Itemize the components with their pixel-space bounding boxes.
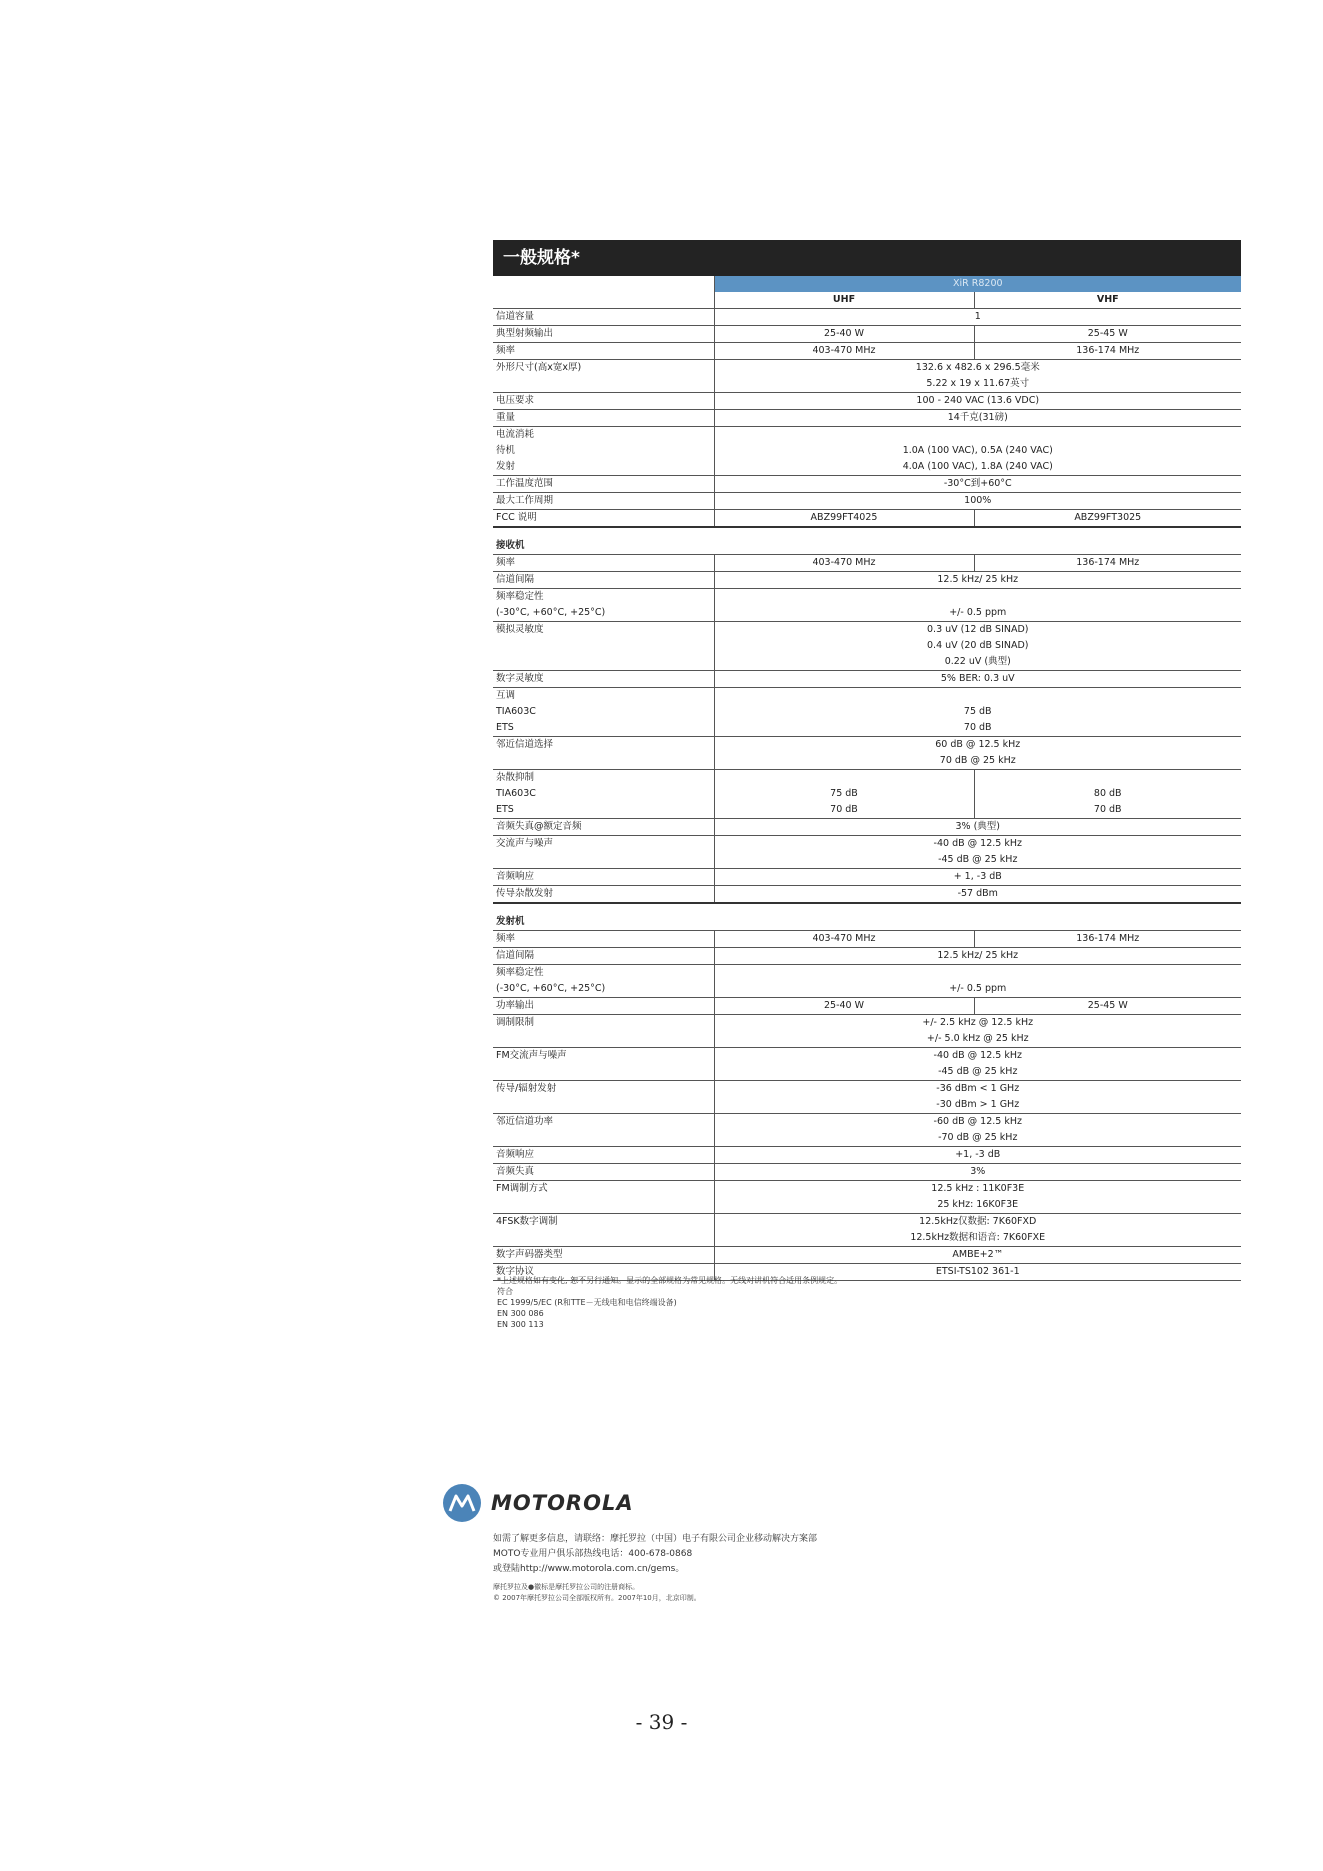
spec-value-line: 12.5 kHz : 11K0F3E: [931, 1183, 1025, 1194]
spec-value-line: 25 kHz: 16K0F3E: [937, 1199, 1019, 1210]
spec-value-text: 100 - 240 VAC (13.6 VDC): [916, 395, 1040, 406]
spec-row: [493, 965, 1241, 998]
spec-row: [493, 360, 1241, 393]
spec-row: [493, 309, 1241, 326]
spec-label: [493, 1048, 714, 1081]
spec-row: [493, 886, 1241, 904]
spec-label-text: 传导杂散发射: [496, 888, 554, 899]
spec-label-text: 数字声码器类型: [496, 1249, 563, 1260]
band-spacer: [493, 292, 714, 309]
spec-label: [493, 622, 714, 671]
spec-row: [493, 476, 1241, 493]
spec-value-uhf: ABZ99FT4025: [714, 510, 974, 528]
spec-label: [493, 671, 714, 688]
spec-value-line: -40 dB @ 12.5 kHz: [933, 838, 1022, 849]
spec-value-text: 5% BER: 0.3 uV: [940, 673, 1015, 684]
section-header-row: [493, 903, 1241, 931]
spec-value: [714, 948, 1241, 965]
spec-value-text: -57 dBm: [957, 888, 998, 899]
section-title: 接收机: [493, 527, 1241, 555]
spec-value-line: 1.0A (100 VAC), 0.5A (240 VAC): [902, 445, 1053, 456]
spec-label-line: (-30°C, +60°C, +25°C): [496, 983, 606, 994]
footnote-line: 符合: [497, 1287, 513, 1296]
spec-value: [714, 819, 1241, 836]
spec-value-line: 12.5kHz仅数据: 7K60FXD: [919, 1216, 1037, 1227]
spec-label-text: 调制限制: [496, 1017, 535, 1028]
spec-label: [493, 869, 714, 886]
spec-label: [493, 770, 714, 819]
spec-value: [714, 1164, 1241, 1181]
spec-row: [493, 1214, 1241, 1247]
spec-value: [714, 1247, 1241, 1264]
spec-label-text: 邻近信道功率: [496, 1116, 554, 1127]
spec-value: [714, 836, 1241, 869]
spec-row: [493, 998, 1241, 1015]
spec-label: [493, 931, 714, 948]
spec-row: [493, 622, 1241, 671]
spec-value: [714, 360, 1241, 393]
spec-value: [714, 1214, 1241, 1247]
spec-label: [493, 1164, 714, 1181]
band-uhf: UHF: [714, 292, 974, 309]
spec-label: [493, 737, 714, 770]
spec-row: [493, 671, 1241, 688]
spec-label: [493, 1147, 714, 1164]
spec-label: [493, 836, 714, 869]
spec-value-vhf: [974, 770, 1241, 819]
spec-label: [493, 427, 714, 476]
spec-label: [493, 326, 714, 343]
spec-label-text: FM调制方式: [496, 1183, 548, 1194]
spec-value-line: -45 dB @ 25 kHz: [938, 1066, 1018, 1077]
spec-value-line: [718, 427, 1239, 443]
spec-value-line: [718, 770, 971, 786]
spec-label-text: 交流声与噪声: [496, 838, 554, 849]
spec-row: [493, 493, 1241, 510]
spec-row: [493, 948, 1241, 965]
model-spacer: [493, 276, 714, 292]
spec-value: [714, 493, 1241, 510]
spec-label: [493, 410, 714, 427]
spec-label: [493, 493, 714, 510]
spec-label-line: 电流消耗: [496, 429, 535, 440]
spec-value: [714, 737, 1241, 770]
spec-label-text: 信道间隔: [496, 574, 535, 585]
spec-value-line: 75 dB: [830, 788, 858, 799]
motorola-logo: [443, 1484, 634, 1522]
spec-value: [714, 886, 1241, 904]
spec-value: [714, 309, 1241, 326]
contact-line: MOTO专业用户俱乐部热线电话：400-678-0868: [493, 1549, 693, 1559]
spec-value-line: 0.22 uV (典型): [944, 656, 1011, 667]
spec-row: [493, 688, 1241, 737]
spec-value-line: +/- 0.5 ppm: [949, 983, 1007, 994]
spec-value-text: 12.5 kHz/ 25 kHz: [937, 950, 1019, 961]
spec-value-text: AMBE+2™: [952, 1249, 1004, 1260]
spec-label: [493, 1015, 714, 1048]
spec-value: [714, 688, 1241, 737]
spec-value-line: 70 dB @ 25 kHz: [939, 755, 1016, 766]
spec-value-line: 70 dB: [963, 722, 992, 733]
spec-value: [714, 965, 1241, 998]
spec-table: [493, 276, 1241, 1281]
spec-value-line: +/- 5.0 kHz @ 25 kHz: [926, 1033, 1029, 1044]
spec-value-text: + 1, -3 dB: [953, 871, 1002, 882]
spec-value-line: 70 dB: [1093, 804, 1122, 815]
spec-label-text: 电压要求: [496, 395, 535, 406]
brand-name: MOTOROLA: [491, 1491, 634, 1515]
band-header-row: [493, 292, 1241, 309]
spec-value: [714, 1081, 1241, 1114]
footnote-line: EN 300 086: [497, 1309, 544, 1318]
spec-label: [493, 948, 714, 965]
page-number: - 39 -: [635, 1710, 688, 1734]
spec-row: [493, 410, 1241, 427]
spec-label-text: 频率: [496, 557, 516, 568]
spec-row: [493, 555, 1241, 572]
spec-value-line: [978, 770, 1239, 786]
spec-value-line: [718, 965, 1239, 981]
spec-label-text: 频率: [496, 933, 516, 944]
spec-value-vhf: ABZ99FT3025: [974, 510, 1241, 528]
spec-label: [493, 1247, 714, 1264]
spec-value: [714, 476, 1241, 493]
spec-label-text: 4FSK数字调制: [496, 1216, 558, 1227]
footnote-line: EC 1999/5/EC (R和TTE－无线电和电信终端设备): [497, 1298, 677, 1307]
spec-row: [493, 869, 1241, 886]
spec-label-text: 数字协议: [496, 1266, 535, 1277]
spec-label: [493, 393, 714, 410]
spec-value-line: -36 dBm < 1 GHz: [936, 1083, 1020, 1094]
spec-label-text: 典型射频输出: [496, 328, 554, 339]
spec-value: [714, 671, 1241, 688]
spec-value-line: -45 dB @ 25 kHz: [938, 854, 1018, 865]
spec-label-line: 发射: [496, 461, 516, 472]
spec-label: [493, 1181, 714, 1214]
spec-label: [493, 819, 714, 836]
spec-label: [493, 1114, 714, 1147]
motorola-batwing-icon: [443, 1484, 481, 1522]
spec-row: [493, 1048, 1241, 1081]
spec-label-line: 频率稳定性: [496, 591, 544, 602]
spec-label: [493, 589, 714, 622]
spec-value-text: 3% (典型): [955, 821, 1001, 832]
spec-row: [493, 1181, 1241, 1214]
spec-row: [493, 326, 1241, 343]
spec-label: [493, 688, 714, 737]
spec-row: [493, 1015, 1241, 1048]
spec-value: [714, 572, 1241, 589]
spec-value-line: -60 dB @ 12.5 kHz: [933, 1116, 1022, 1127]
spec-label: [493, 555, 714, 572]
spec-value-line: -30 dBm > 1 GHz: [936, 1099, 1020, 1110]
spec-label-text: 信道容量: [496, 311, 535, 322]
spec-label: [493, 476, 714, 493]
spec-label-text: 最大工作周期: [496, 495, 554, 506]
spec-value-line: [718, 688, 1239, 704]
spec-value-vhf: 25-45 W: [974, 998, 1241, 1015]
spec-row: [493, 836, 1241, 869]
model-name: XiR R8200: [714, 276, 1241, 292]
spec-label-text: 模拟灵敏度: [496, 624, 544, 635]
spec-row: [493, 931, 1241, 948]
spec-value: [714, 1015, 1241, 1048]
spec-label-text: 信道间隔: [496, 950, 535, 961]
spec-label: [493, 343, 714, 360]
spec-label-line: TIA603C: [496, 788, 536, 799]
spec-row: [493, 343, 1241, 360]
spec-row: [493, 1147, 1241, 1164]
spec-table-body: [493, 276, 1241, 1281]
spec-value: [714, 589, 1241, 622]
spec-label-text: 功率输出: [496, 1000, 535, 1011]
spec-row: [493, 572, 1241, 589]
spec-label-text: 频率: [496, 345, 516, 356]
spec-value-uhf: 403-470 MHz: [714, 343, 974, 360]
spec-value: [714, 1114, 1241, 1147]
spec-label: [493, 886, 714, 904]
spec-row: [493, 819, 1241, 836]
footnote-line: *上述规格如有变化, 恕不另行通知。显示的全部规格为常见规格。无线对讲机符合适用条例规定。: [497, 1276, 843, 1285]
spec-value-uhf: 403-470 MHz: [714, 931, 974, 948]
spec-value-text: 3%: [970, 1166, 986, 1177]
spec-row: [493, 1114, 1241, 1147]
spec-value-line: 12.5kHz数据和语音: 7K60FXE: [910, 1232, 1046, 1243]
spec-label-text: 音频失真@额定音频: [496, 821, 582, 832]
spec-value-line: 80 dB: [1093, 788, 1122, 799]
spec-value: [714, 869, 1241, 886]
spec-value: [714, 1048, 1241, 1081]
spec-label: [493, 1081, 714, 1114]
spec-row: [493, 1081, 1241, 1114]
spec-label-line: (-30°C, +60°C, +25°C): [496, 607, 606, 618]
spec-label-text: 音频失真: [496, 1166, 535, 1177]
spec-value: [714, 1147, 1241, 1164]
spec-value: [714, 393, 1241, 410]
spec-value-vhf: 136-174 MHz: [974, 343, 1241, 360]
spec-label-text: 传导/辐射发射: [496, 1083, 557, 1094]
spec-value: [714, 622, 1241, 671]
legal-line: 摩托罗拉及●徽标是摩托罗拉公司的注册商标。: [493, 1583, 640, 1591]
spec-label: [493, 965, 714, 998]
contact-line: 或登陆http://www.motorola.com.cn/gems。: [493, 1564, 685, 1574]
spec-value-line: [718, 589, 1239, 605]
spec-value-line: 4.0A (100 VAC), 1.8A (240 VAC): [902, 461, 1053, 472]
spec-row: [493, 737, 1241, 770]
spec-row: [493, 1247, 1241, 1264]
spec-row: [493, 427, 1241, 476]
spec-label-text: FM交流声与噪声: [496, 1050, 567, 1061]
spec-value-line: 70 dB: [830, 804, 858, 815]
spec-label-line: 待机: [496, 445, 516, 456]
spec-label-text: 音频响应: [496, 871, 535, 882]
spec-value: [714, 410, 1241, 427]
spec-value-text: 12.5 kHz/ 25 kHz: [937, 574, 1019, 585]
spec-value-text: -30°C到+60°C: [943, 478, 1012, 489]
footnotes: [497, 1275, 842, 1330]
spec-row: [493, 393, 1241, 410]
spec-value: [714, 1181, 1241, 1214]
footnote-line: EN 300 113: [497, 1320, 544, 1329]
spec-value-uhf: 403-470 MHz: [714, 555, 974, 572]
spec-value-line: +/- 2.5 kHz @ 12.5 kHz: [922, 1017, 1034, 1028]
section-header-row: [493, 527, 1241, 555]
spec-value-text: ETSI-TS102 361-1: [935, 1266, 1020, 1277]
spec-value-uhf: [714, 770, 974, 819]
spec-value-vhf: 136-174 MHz: [974, 555, 1241, 572]
spec-value-line: 0.3 uV (12 dB SINAD): [927, 624, 1029, 635]
spec-label-text: 外形尺寸(高x宽x厚): [496, 362, 582, 373]
model-row: [493, 276, 1241, 292]
contact-info: [493, 1532, 817, 1577]
legal-notice: [493, 1582, 701, 1604]
spec-value-line: +/- 0.5 ppm: [949, 607, 1007, 618]
spec-label-line: ETS: [496, 722, 514, 733]
spec-label: [493, 572, 714, 589]
spec-label-line: TIA603C: [496, 706, 536, 717]
spec-row: [493, 510, 1241, 528]
spec-value-line: -70 dB @ 25 kHz: [938, 1132, 1018, 1143]
spec-label-line: 杂散抑制: [496, 772, 535, 783]
spec-value-uhf: 25-40 W: [714, 998, 974, 1015]
spec-header: 一般规格*: [493, 240, 1241, 276]
spec-label-line: 互调: [496, 690, 516, 701]
spec-value-line: 60 dB @ 12.5 kHz: [935, 739, 1021, 750]
contact-line: 如需了解更多信息，请联络：摩托罗拉（中国）电子有限公司企业移动解决方案部: [493, 1534, 818, 1544]
spec-value-vhf: 136-174 MHz: [974, 931, 1241, 948]
spec-value-line: 132.6 x 482.6 x 296.5毫米: [915, 362, 1040, 373]
spec-value-text: 1: [974, 311, 981, 322]
spec-value-line: 0.4 uV (20 dB SINAD): [927, 640, 1029, 651]
spec-row: [493, 589, 1241, 622]
spec-value-uhf: 25-40 W: [714, 326, 974, 343]
spec-value-text: +1, -3 dB: [955, 1149, 1001, 1160]
spec-label-line: ETS: [496, 804, 514, 815]
spec-label: [493, 510, 714, 528]
section-title: 发射机: [493, 903, 1241, 931]
spec-label-text: FCC 说明: [496, 512, 537, 523]
spec-value: [714, 427, 1241, 476]
spec-sheet: [493, 240, 1241, 1281]
spec-label-text: 数字灵敏度: [496, 673, 544, 684]
spec-label-line: 频率稳定性: [496, 967, 544, 978]
spec-value-line: 75 dB: [963, 706, 992, 717]
spec-value-text: 14千克(31磅): [947, 412, 1008, 423]
spec-label-text: 邻近信道选择: [496, 739, 554, 750]
spec-label: [493, 1214, 714, 1247]
spec-value-vhf: 25-45 W: [974, 326, 1241, 343]
spec-value-line: -40 dB @ 12.5 kHz: [933, 1050, 1022, 1061]
spec-label: [493, 360, 714, 393]
spec-value-line: 5.22 x 19 x 11.67英寸: [926, 378, 1030, 389]
spec-row: [493, 1164, 1241, 1181]
spec-row: [493, 770, 1241, 819]
spec-label-text: 音频响应: [496, 1149, 535, 1160]
spec-label: [493, 309, 714, 326]
spec-value-text: 100%: [964, 495, 992, 506]
spec-label: [493, 998, 714, 1015]
legal-line: © 2007年摩托罗拉公司全部版权所有。2007年10月，北京印制。: [493, 1594, 701, 1602]
spec-label-text: 重量: [496, 412, 516, 423]
band-vhf: VHF: [974, 292, 1241, 309]
spec-label-text: 工作温度范围: [496, 478, 554, 489]
